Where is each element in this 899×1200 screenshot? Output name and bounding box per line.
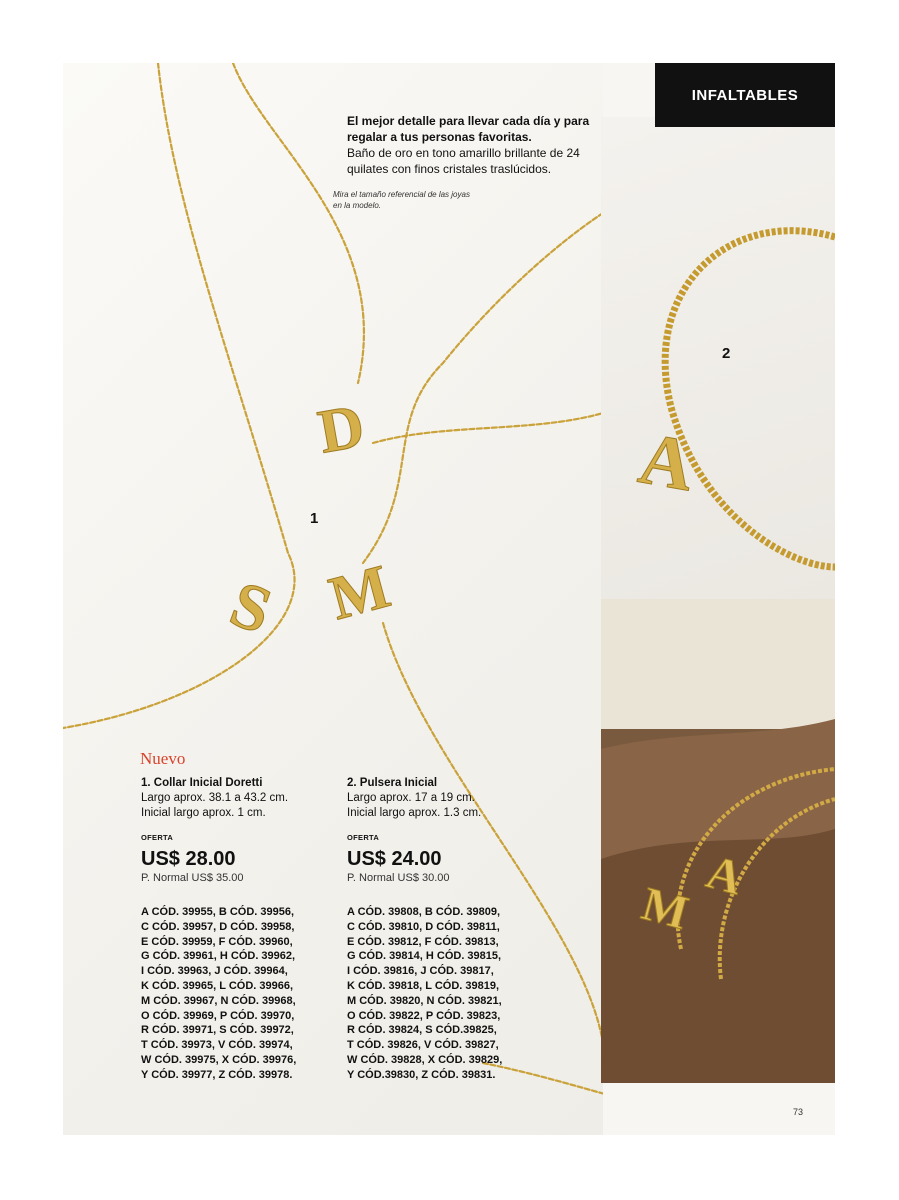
pendant-letter-d: D [313,391,370,467]
wrist-letter-m: M [636,877,694,941]
code-line: Y CÓD.39830, Z CÓD. 39831. [347,1068,496,1081]
normal-price: P. Normal US$ 35.00 [141,872,244,884]
product-size: Largo aprox. 38.1 a 43.2 cm. [141,792,289,804]
product-necklace [141,776,341,886]
necklace-chain [233,63,364,383]
code-line: C CÓD. 39957, D CÓD. 39958, [141,920,295,933]
size-note: Mira el tamaño referencial de las joyas en la modelo. [333,190,470,210]
code-line: G CÓD. 39814, H CÓD. 39815, [347,950,502,963]
code-line: A CÓD. 39808, B CÓD. 39809, [347,906,501,918]
product-pendant-size: Inicial largo aprox. 1 cm. [141,807,266,819]
code-line: I CÓD. 39816, J CÓD. 39817, [347,965,494,978]
bracelet-letter-a: A [633,417,701,508]
code-line: I CÓD. 39963, J CÓD. 39964, [141,965,288,978]
bracelet-photo [601,117,835,599]
product-bracelet [347,776,547,886]
intro-text [347,113,597,177]
necklace-code-list [141,905,341,1083]
bracelet-chain [665,231,835,567]
offer-price: US$ 24.00 [347,848,442,870]
code-line: Y CÓD. 39977, Z CÓD. 39978. [141,1068,293,1081]
code-line: G CÓD. 39961, H CÓD. 39962, [141,950,296,963]
product-size: Largo aprox. 17 a 19 cm. [347,792,475,804]
intro-body: Baño de oro en tono amarillo brillante de 24 quilates con finos cristales traslúcidos. [347,146,580,176]
marker-bracelet: 2 [722,345,731,362]
pendant-letter-s: S [221,567,281,649]
section-tag: INFALTABLES [655,63,835,127]
code-line: A CÓD. 39955, B CÓD. 39956, [141,906,295,918]
product-pendant-size: Inicial largo aprox. 1.3 cm. [347,807,482,819]
bracelet-code-list [347,905,547,1083]
page-number: 73 [793,1107,804,1117]
code-line: T CÓD. 39826, V CÓD. 39827, [347,1039,499,1052]
code-line: O CÓD. 39822, P CÓD. 39823, [347,1009,501,1022]
offer-price: US$ 28.00 [141,848,236,870]
code-line: E CÓD. 39959, F CÓD. 39960, [141,935,293,948]
marker-necklace: 1 [310,510,319,527]
intro-headline: El mejor detalle para llevar cada día y para regalar a tus personas favoritas. [347,114,590,144]
code-line: C CÓD. 39810, D CÓD. 39811, [347,920,500,933]
code-line: M CÓD. 39967, N CÓD. 39968, [141,994,296,1007]
code-line: O CÓD. 39969, P CÓD. 39970, [141,1009,295,1022]
offer-label: OFERTA [141,833,174,842]
code-line: E CÓD. 39812, F CÓD. 39813, [347,935,499,948]
code-line: W CÓD. 39975, X CÓD. 39976, [141,1053,297,1066]
code-line: R CÓD. 39971, S CÓD. 39972, [141,1024,294,1037]
product-title: 2. Pulsera Inicial [347,777,438,789]
necklace-chain [363,213,603,563]
wrist-letter-a: A [701,845,749,906]
wrist-photo [601,599,835,1083]
code-line: T CÓD. 39973, V CÓD. 39974, [141,1039,293,1052]
code-line: M CÓD. 39820, N CÓD. 39821, [347,994,502,1007]
offer-label: OFERTA [347,833,380,842]
code-line: K CÓD. 39965, L CÓD. 39966, [141,979,294,992]
pendant-letter-m: M [322,552,397,634]
product-title: 1. Collar Inicial Doretti [141,777,263,789]
code-line: W CÓD. 39828, X CÓD. 39829, [347,1053,503,1066]
code-line: R CÓD. 39824, S CÓD.39825, [347,1024,497,1037]
catalog-page [63,63,835,1135]
normal-price: P. Normal US$ 30.00 [347,872,450,884]
code-line: K CÓD. 39818, L CÓD. 39819, [347,979,500,992]
new-badge: Nuevo [140,749,186,768]
